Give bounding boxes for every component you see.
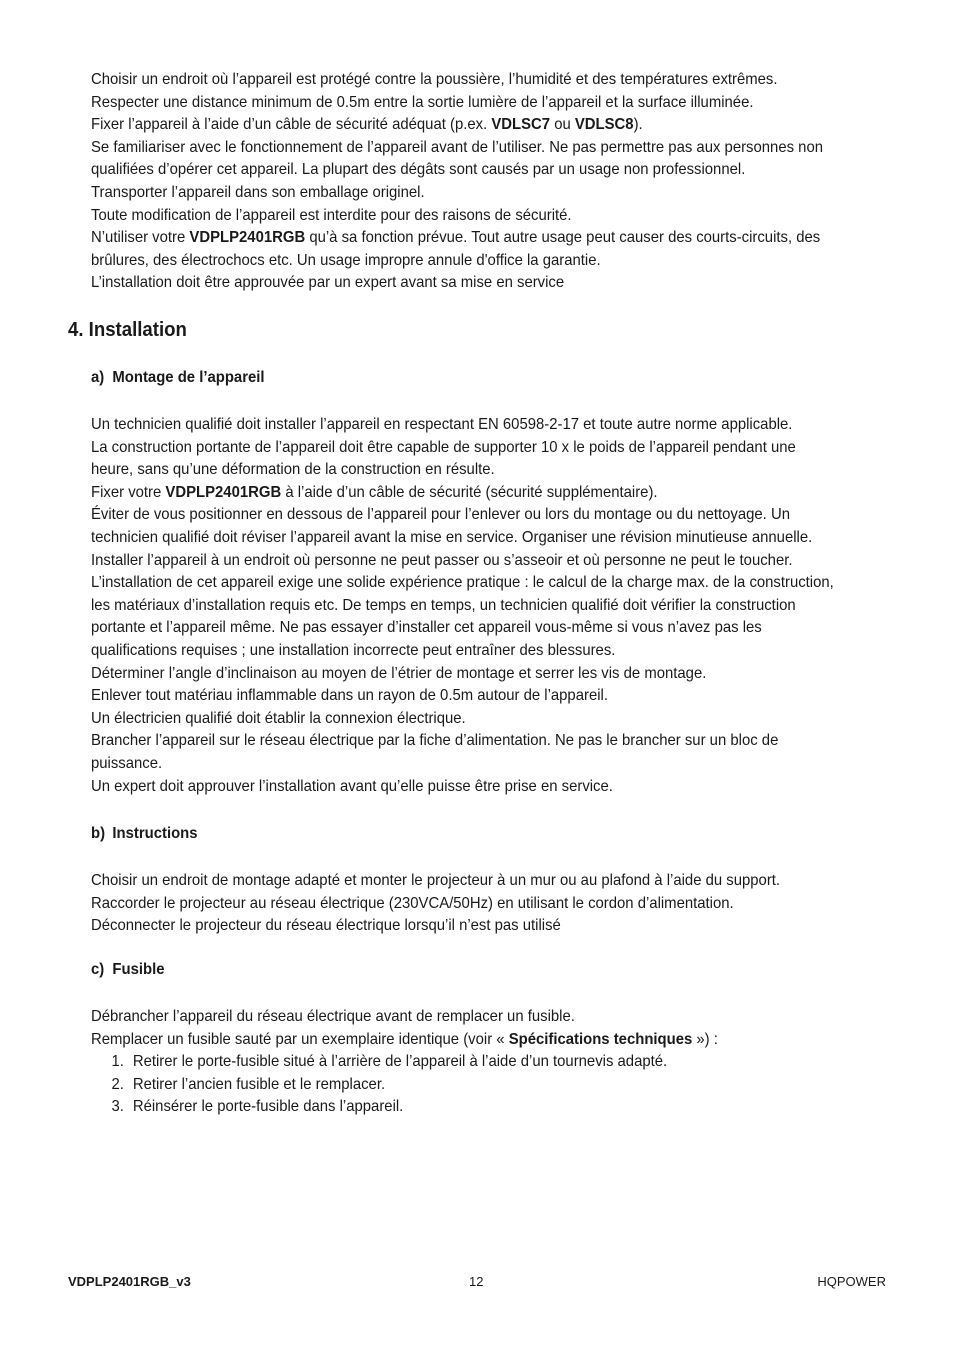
text-line-fix-cable: Fixer l’appareil à l’aide d’un câble de sécurité adéquat (p.ex. VDLSC7 ou VDLSC8). [91,116,643,134]
text-line: technicien qualifié doit réviser l’appareil avant la mise en service. Organiser une révision minutieuse annuelle. [91,528,813,546]
text-line-replace: Remplacer un fusible sauté par un exemplaire identique (voir « Spécifications techniques ») : [91,1030,718,1048]
subheading-fusible: c) Fusible [91,961,165,978]
text-line: portante et l’appareil même. Ne pas essayer d’installer cet appareil vous-même si vous n’avez pas les [91,619,762,637]
text-line: Raccorder le projecteur au réseau électrique (230VCA/50Hz) en utilisant le cordon d’alimentation. [91,894,734,912]
subheading-montage: a) Montage de l’appareil [91,369,265,386]
text-line: Un technicien qualifié doit installer l’appareil en respectant EN 60598-2-17 et toute autre norme applicable. [91,416,793,433]
text-line: Choisir un endroit où l’appareil est protégé contre la poussière, l’humidité et des températures extrêmes. [91,71,778,88]
text-line: Déterminer l’angle d’inclinaison au moyen de l’étrier de montage et serrer les vis de montage. [91,664,707,682]
text-line-fix: Fixer votre VDPLP2401RGB à l’aide d’un câble de sécurité (sécurité supplémentaire). [91,483,658,501]
text-line: Éviter de vous positionner en dessous de l’appareil pour l’enlever ou lors du montage ou du nettoyage. Un [91,506,790,524]
safety-notes [91,69,882,295]
text-line: La construction portante de l’appareil doit être capable de supporter 10 x le poids de l’appareil pendant une [91,438,796,456]
text-line: Un électricien qualifié doit établir la connexion électrique. [91,709,466,727]
footer-model: VDPLP2401RGB_v3 [68,1274,191,1289]
text-line: Se familiariser avec le fonctionnement de l’appareil avant de l’utiliser. Ne pas permettre pas aux personnes non [91,138,824,156]
text-line: Choisir un endroit de montage adapté et monter le projecteur à un mur ou au plafond à l’aide du support. [91,872,781,889]
text-line: Transporter l’appareil dans son emballage originel. [91,183,425,201]
text-line: Enlever tout matériau inflammable dans un rayon de 0.5m autour de l’appareil. [91,687,608,705]
text-line: brûlures, des électrochocs etc. Un usage impropre annule d'office la garantie. [91,251,601,269]
footer-brand: HQPOWER [817,1274,886,1289]
instructions-text [91,870,882,938]
subheading-instructions: b) Instructions [91,825,198,842]
text-line: Brancher l’appareil sur le réseau électrique par la fiche d’alimentation. Ne pas le brancher sur un bloc de [91,732,779,750]
text-line: Débrancher l’appareil du réseau électrique avant de remplacer un fusible. [91,1008,575,1025]
list-item: 1. Retirer le porte-fusible situé à l’arrière de l’appareil à l’aide d’un tournevis adapté. [111,1053,668,1071]
text-line: Déconnecter le projecteur du réseau électrique lorsqu’il n’est pas utilisé [91,917,561,935]
text-line: L’installation de cet appareil exige une solide expérience pratique : le calcul de la charge max. de la construction, [91,574,834,592]
text-line: Un expert doit approuver l’installation avant qu’elle puisse être prise en service. [91,777,613,795]
fusible-text [91,1006,882,1119]
montage-text [91,414,882,798]
text-line: qualifiées d’opérer cet appareil. La plupart des dégâts sont causés par un usage non professionnel. [91,161,746,179]
text-line: Toute modification de l’appareil est interdite pour des raisons de sécurité. [91,206,572,224]
text-line: puissance. [91,754,163,772]
text-line: qualifications requises ; une installation incorrecte peut entraîner des blessures. [91,641,616,659]
list-item: 3. Réinsérer le porte-fusible dans l’appareil. [111,1098,404,1116]
section-heading-installation: 4. Installation [68,319,187,341]
text-line: L’installation doit être approuvée par un expert avant sa mise en service [91,274,565,292]
list-item: 2. Retirer l’ancien fusible et le remplacer. [111,1075,386,1093]
text-line-use: N’utiliser votre VDPLP2401RGB qu’à sa fonction prévue. Tout autre usage peut causer des courts-circuits, des [91,229,821,247]
text-line: Respecter une distance minimum de 0.5m entre la sortie lumière de l’appareil et la surface illuminée. [91,93,754,111]
text-line: heure, sans qu’une déformation de la construction en résulte. [91,461,495,479]
footer-page-number: 12 [469,1274,484,1289]
text-line: Installer l’appareil à un endroit où personne ne peut passer ou s’asseoir et où personne ne peut le toucher. [91,551,793,569]
text-line: les matériaux d’installation requis etc. De temps en temps, un technicien qualifié doit vérifier la construction [91,596,796,614]
